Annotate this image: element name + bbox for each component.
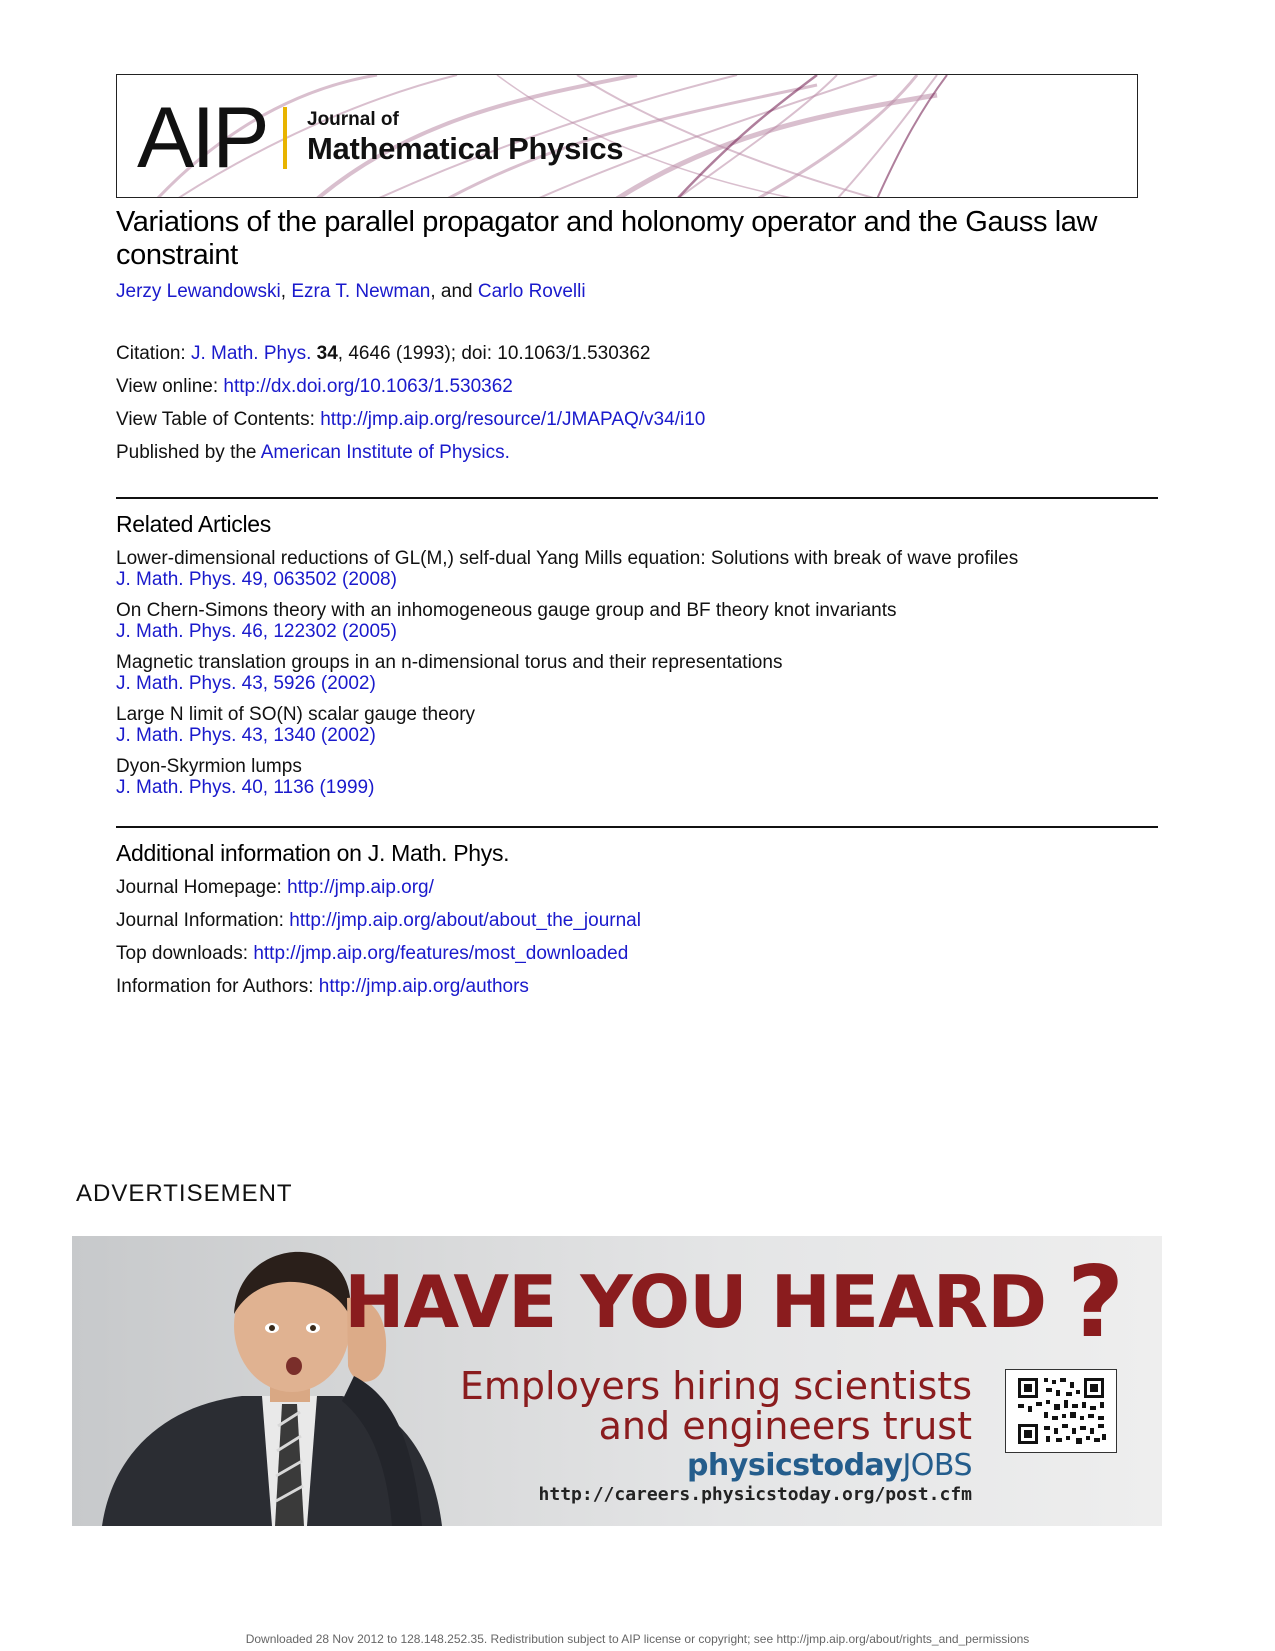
logo-divider xyxy=(283,107,287,169)
related-article-link[interactable]: J. Math. Phys. 46, 122302 (2005) xyxy=(116,621,397,642)
brand-physicstoday: physicstoday xyxy=(686,1448,903,1483)
additional-info-label: Journal Homepage: xyxy=(116,877,288,898)
author-link[interactable]: Ezra T. Newman xyxy=(291,281,431,302)
additional-info-label: Journal Information: xyxy=(116,910,290,931)
toc-line xyxy=(116,409,705,431)
related-article-link[interactable]: J. Math. Phys. 43, 5926 (2002) xyxy=(116,673,376,694)
related-article-title: Magnetic translation groups in an n-dimensional torus and their representations xyxy=(116,652,783,673)
physicstoday-jobs-logo xyxy=(687,1448,972,1483)
published-line xyxy=(116,442,510,464)
brand-jobs: JOBS xyxy=(902,1448,972,1483)
aip-logo: AIP xyxy=(137,90,267,186)
citation-details: , 4646 (1993); doi: 10.1063/1.530362 xyxy=(337,343,651,364)
toc-label: View Table of Contents: xyxy=(116,409,321,430)
ad-tagline-line1: Employers hiring scientists xyxy=(459,1364,972,1408)
author-separator: , xyxy=(280,281,292,302)
additional-info-line xyxy=(116,976,529,998)
qr-code-icon xyxy=(1005,1369,1117,1453)
related-article-link[interactable]: J. Math. Phys. 49, 063502 (2008) xyxy=(116,569,397,590)
divider xyxy=(116,497,1158,499)
related-article-title: Lower-dimensional reductions of GL(M,) self-dual Yang Mills equation: Solutions with break of wave profiles xyxy=(116,548,1019,569)
advertisement-banner[interactable] xyxy=(72,1236,1162,1526)
divider xyxy=(116,826,1158,828)
banner-swirl-decoration xyxy=(117,75,1138,198)
related-article-title: Dyon-Skyrmion lumps xyxy=(116,756,302,777)
related-articles-heading: Related Articles xyxy=(116,511,271,537)
view-online-label: View online: xyxy=(116,376,224,397)
top-downloads-link[interactable]: http://jmp.aip.org/features/most_downloaded xyxy=(253,943,629,964)
related-article-title: On Chern-Simons theory with an inhomogeneous gauge group and BF theory knot invariants xyxy=(116,600,897,621)
author-separator: , and xyxy=(430,281,478,302)
additional-info-line xyxy=(116,943,628,965)
publisher-link[interactable]: American Institute of Physics. xyxy=(260,442,510,463)
journal-of-label: Journal of xyxy=(307,109,399,130)
authors-info-link[interactable]: http://jmp.aip.org/authors xyxy=(318,976,529,997)
ad-headline: HAVE YOU HEARD xyxy=(344,1260,1046,1344)
related-article-link[interactable]: J. Math. Phys. 40, 1136 (1999) xyxy=(116,777,375,798)
author-link[interactable]: Jerzy Lewandowski xyxy=(116,281,281,302)
author-list xyxy=(116,281,586,303)
journal-homepage-link[interactable]: http://jmp.aip.org/ xyxy=(287,877,434,898)
related-article-title: Large N limit of SO(N) scalar gauge theory xyxy=(116,704,476,725)
additional-info-heading: Additional information on J. Math. Phys. xyxy=(116,840,510,866)
ad-url[interactable]: http://careers.physicstoday.org/post.cfm xyxy=(538,1484,972,1505)
additional-info-line xyxy=(116,877,434,899)
journal-information-link[interactable]: http://jmp.aip.org/about/about_the_journal xyxy=(289,910,641,931)
article-title: Variations of the parallel propagator and holonomy operator and the Gauss law constraint xyxy=(116,206,1098,271)
author-link[interactable]: Carlo Rovelli xyxy=(477,281,586,302)
journal-link[interactable]: J. Math. Phys. xyxy=(190,343,312,364)
doi-link[interactable]: http://dx.doi.org/10.1063/1.530362 xyxy=(223,376,513,397)
additional-info-line xyxy=(116,910,641,932)
additional-info-label: Information for Authors: xyxy=(116,976,319,997)
journal-banner xyxy=(116,74,1138,198)
download-footer: Downloaded 28 Nov 2012 to 128.148.252.35. Redistribution subject to AIP license or copyright; see http://jmp.aip.org/about/rights_and_permissions xyxy=(245,1632,1030,1646)
view-online-line xyxy=(116,376,513,398)
toc-link[interactable]: http://jmp.aip.org/resource/1/JMAPAQ/v34/i10 xyxy=(320,409,706,430)
citation-line xyxy=(116,343,650,365)
additional-info-label: Top downloads: xyxy=(116,943,254,964)
related-article-link[interactable]: J. Math. Phys. 43, 1340 (2002) xyxy=(116,725,376,746)
advertisement-label: ADVERTISEMENT xyxy=(76,1180,293,1207)
ad-question-mark: ? xyxy=(1067,1246,1124,1360)
ad-tagline-line2: and engineers trust xyxy=(598,1404,972,1448)
journal-name: Mathematical Physics xyxy=(307,131,624,166)
citation-volume: 34 xyxy=(316,343,338,364)
published-label: Published by the xyxy=(116,442,261,463)
citation-label: Citation: xyxy=(116,343,191,364)
